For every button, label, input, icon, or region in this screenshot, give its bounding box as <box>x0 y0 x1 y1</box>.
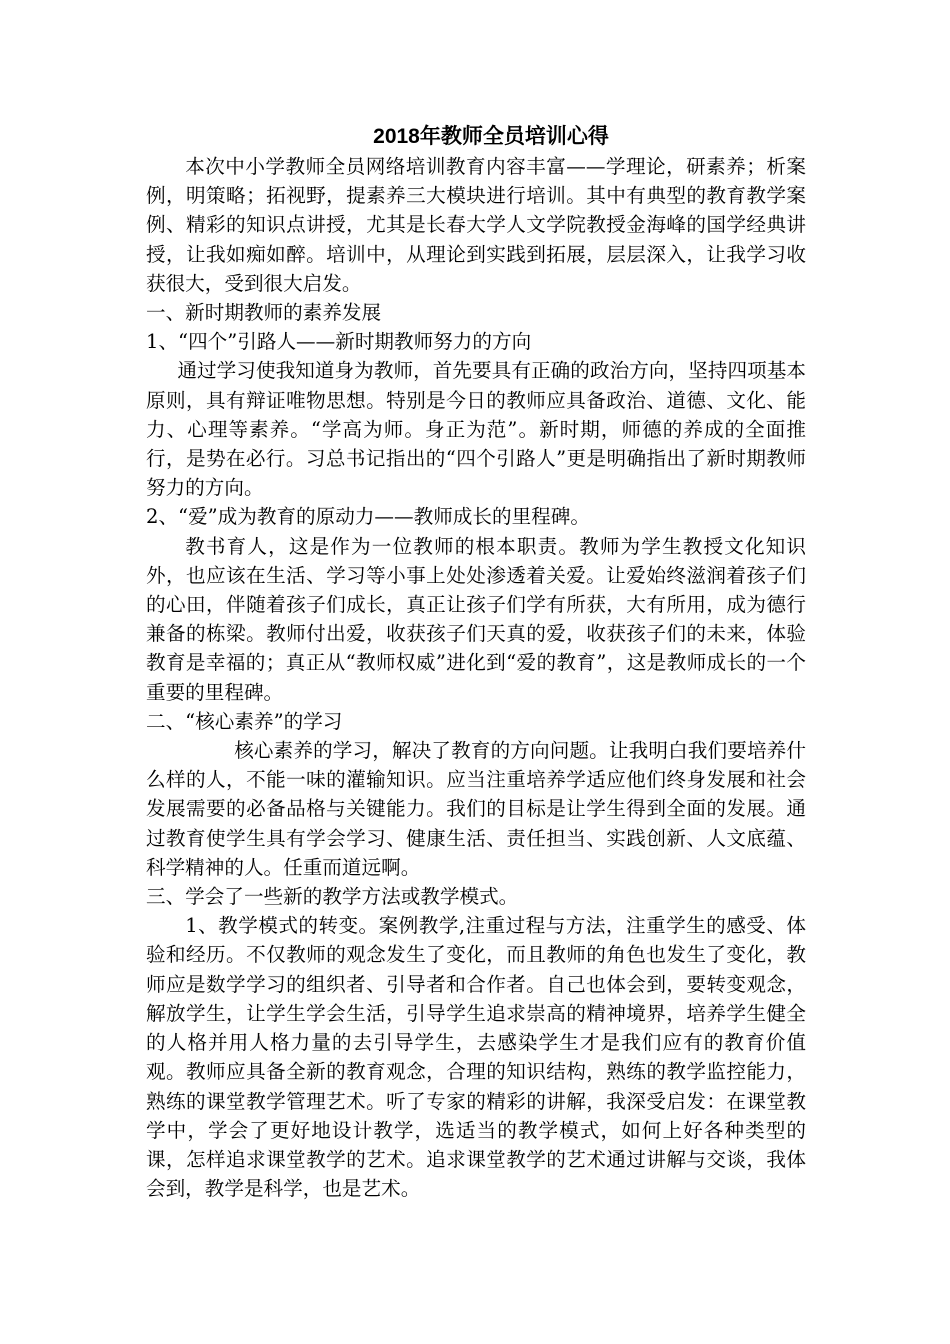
section1-sub1-heading: 1、“四个”引路人——新时期教师努力的方向 <box>146 330 532 354</box>
section1-sub2-heading: 2、“爱”成为教育的原动力——教师成长的里程碑。 <box>146 505 590 529</box>
section1-sub1-paragraph: 通过学习使我知道身为教师，首先要具有正确的政治方向，坚持四项基本原则，具有辩证唯物思想。特别是今日的教师应具备政治、道德、文化、能力、心理等素养。“学高为师。身正为范”。新时期，师德的养成的全面推行，是势在必行。习总书记指出的“四个引路人”更是明确指出了新时期教师努力的方向。 <box>146 359 806 500</box>
section3-heading: 三、学会了一些新的教学方法或教学模式。 <box>146 885 519 909</box>
section1-heading: 一、新时期教师的素养发展 <box>146 301 382 325</box>
section3-paragraph: 1、教学模式的转变。案例教学,注重过程与方法，注重学生的感受、体验和经历。不仅教师的观念发生了变化，而且教师的角色也发生了变化，教师应是数学学习的组织者、引导者和合作者。自己也体会到，要转变观念，解放学生，让学生学会生活，引导学生追求崇高的精神境界，培养学生健全的人格并用人格力量的去引导学生，去感染学生才是我们应有的教育价值观。教师应具备全新的教育观念，合理的知识结构，熟练的教学监控能力，熟练的课堂教学管理艺术。听了专家的精彩的讲解，我深受启发：在课堂教学中，学会了更好地设计教学，选适当的教学模式，如何上好各种类型的课，怎样追求课堂教学的艺术。追求课堂教学的艺术通过讲解与交谈，我体会到，教学是科学，也是艺术。 <box>146 914 806 1201</box>
section1-sub2-paragraph: 教书育人，这是作为一位教师的根本职责。教师为学生教授文化知识外，也应该在生活、学习等小事上处处渗透着关爱。让爱始终滋润着孩子们的心田，伴随着孩子们成长，真正让孩子们学有所获，大有所用，成为德行兼备的栋梁。教师付出爱，收获孩子们天真的爱，收获孩子们的未来，体验教育是幸福的；真正从“教师权威”进化到“爱的教育”，这是教师成长的一个重要的里程碑。 <box>146 534 806 704</box>
section2-heading: 二、“核心素养”的学习 <box>146 709 343 733</box>
section2-paragraph: 核心素养的学习，解决了教育的方向问题。让我明白我们要培养什么样的人，不能一味的灌输知识。应当注重培养学适应他们终身发展和社会发展需要的必备品格与关键能力。我们的目标是让学生得到全面的发展。通过教育使学生具有学会学习、健康生活、责任担当、实践创新、人文底蕴、科学精神的人。任重而道远啊。 <box>146 739 806 879</box>
document-title: 2018年教师全员培训心得 <box>373 125 609 148</box>
document-page <box>146 122 806 1203</box>
intro-paragraph: 本次中小学教师全员网络培训教育内容丰富——学理论，研素养；析案例，明策略；拓视野，提素养三大模块进行培训。其中有典型的教育教学案例、精彩的知识点讲授，尤其是长春大学人文学院教授金海峰的国学经典讲授，让我如痴如醉。培训中，从理论到实践到拓展，层层深入，让我学习收获很大，受到很大启发。 <box>146 155 806 295</box>
